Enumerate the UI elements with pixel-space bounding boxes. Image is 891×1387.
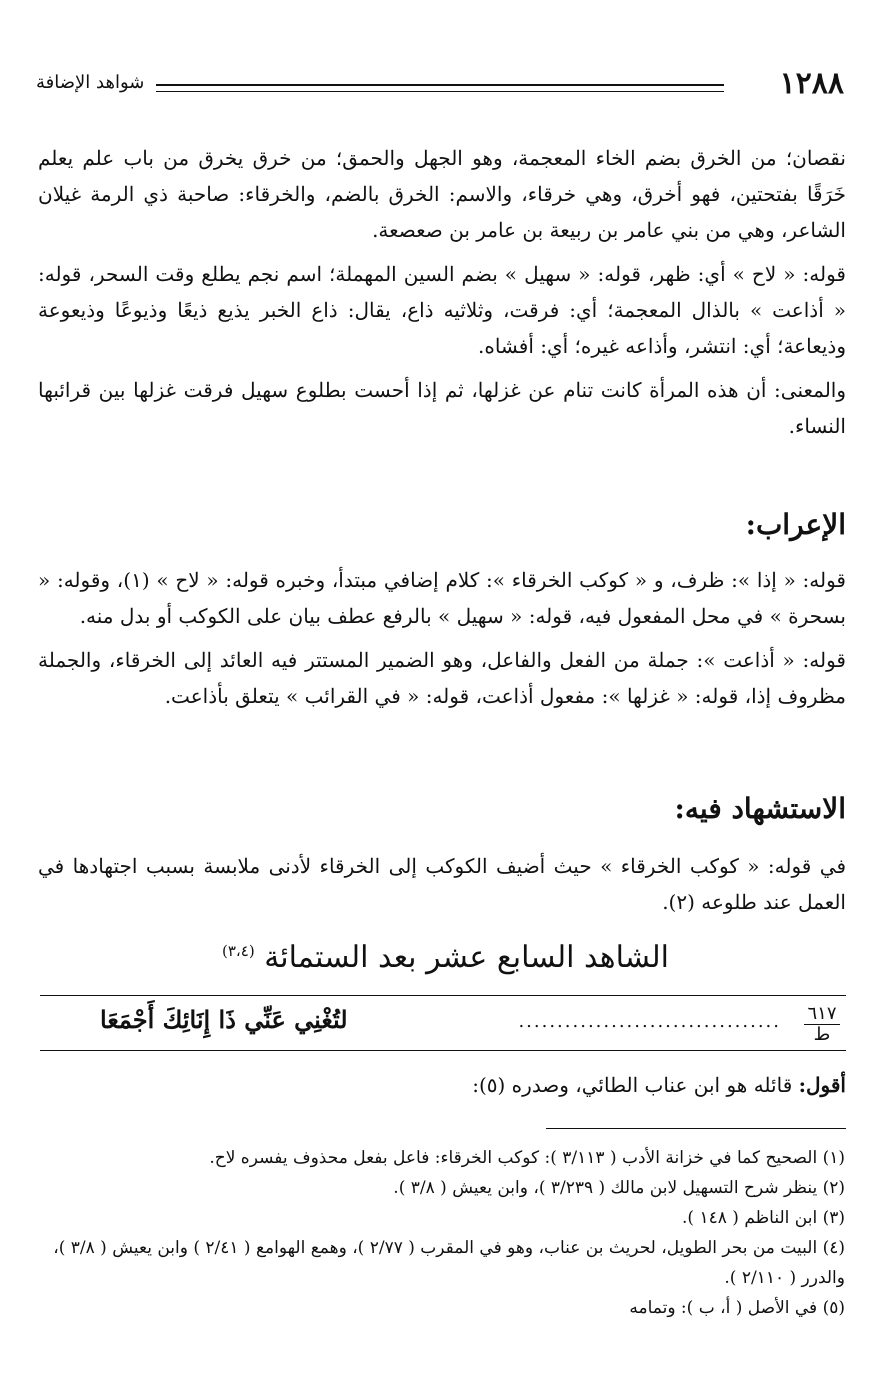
footnote-1: (١) الصحيح كما في خزانة الأدب ( ٣/١١٣ ): كوكب الخرقاء: فاعل بفعل محذوف يفسره لاح. — [209, 1148, 845, 1168]
istishhad-heading: الاستشهاد فيه: — [674, 792, 846, 825]
verse-dots: .................................. — [518, 1011, 781, 1032]
istishhad-block — [38, 848, 846, 920]
paragraph-vocab: قوله: « لاح » أي: ظهر، قوله: « سهيل » بضم السين المهملة؛ اسم نجم يطلع وقت السحر، قوله: « أذاعت » بالذال المعجمة؛ أي: فرقت، وثلاثيه ذاع، يقال: ذاع الخبر يذيع ذيعًا وذيوعًا وذيعوعة وذيعاعة؛ أي: انتشر، وأذاعه غيره؛ أي: أفشاه. — [38, 262, 846, 358]
irab-paragraph-2: قوله: « أذاعت »: جملة من الفعل والفاعل، وهو الضمير المستتر فيه العائد إلى الخرقاء، والجملة مظروف إذا، قوله: « غزلها »: مفعول أذاعت، قوله: « في القرائب » يتعلق بأذاعت. — [38, 648, 846, 708]
irab-block — [38, 562, 846, 714]
verse-line — [40, 1005, 846, 1045]
verse-number-value: ٦١٧ — [807, 1003, 837, 1024]
running-title: شواهد الإضافة — [36, 72, 145, 93]
section-title-note: (٣،٤) — [221, 942, 255, 960]
verse-bottom-rule — [40, 1050, 846, 1051]
verse-number-sub: ط — [813, 1024, 831, 1045]
section-title-text: الشاهد السابع عشر بعد الستمائة — [264, 940, 669, 975]
footnotes — [45, 1143, 845, 1323]
footnote-rule — [546, 1128, 846, 1129]
commentary-block — [38, 140, 846, 444]
aqwal-line — [472, 1073, 846, 1097]
header-rule — [156, 84, 724, 92]
aqwal-text: قائله هو ابن عناب الطائي، وصدره (٥): — [472, 1073, 799, 1097]
istishhad-paragraph: في قوله: « كوكب الخرقاء » حيث أضيف الكوكب إلى الخرقاء لأدنى ملابسة بسبب اجتهادها في العمل عند طلوعه (٢). — [38, 854, 847, 914]
verse-text: لتُغْنِي عَنِّي ذَا إِنَائِكَ أَجْمَعَا — [100, 1005, 348, 1034]
footnote-2: (٢) ينظر شرح التسهيل لابن مالك ( ٣/٢٣٩ )، وابن يعيش ( ٣/٨ ). — [393, 1178, 845, 1198]
section-title — [0, 940, 891, 975]
irab-paragraph-1: قوله: « إذا »: ظرف، و « كوكب الخرقاء »: كلام إضافي مبتدأ، وخبره قوله: « لاح » (١)، وقوله: « بسحرة » في محل المفعول فيه، قوله: « سهيل » بالرفع عطف بيان على الكوكب أو بدل منه. — [38, 568, 846, 628]
page-header — [36, 66, 844, 106]
verse-top-rule — [40, 995, 846, 996]
page-number: ١٢٨٨ — [779, 66, 844, 101]
paragraph-meaning: نقصان؛ من الخرق بضم الخاء المعجمة، وهو الجهل والحمق؛ من خرق يخرق من باب علم يعلم خَرَقًا بفتحتين، فهو أخرق، وهي خرقاء، والاسم: الخرق بالضم، والخرقاء: صاحبة ذي الرمة غيلان الشاعر، وهي من بني عامر بن ربيعة بن عامر بن صعصعة. — [38, 146, 846, 242]
footnote-5: (٥) في الأصل ( أ، ب ): وتمامه — [629, 1298, 845, 1318]
footnote-4: (٤) البيت من بحر الطويل، لحريث بن عناب، وهو في المقرب ( ٢/٧٧ )، وهمع الهوامع ( ٢/٤١ ) وابن يعيش ( ٣/٨ )، والدرر ( ٢/١١٠ ). — [53, 1238, 845, 1288]
aqwal-lead: أقول: — [798, 1073, 846, 1097]
footnote-3: (٣) ابن الناظم ( ١٤٨ ). — [682, 1208, 845, 1228]
paragraph-sense: والمعنى: أن هذه المرأة كانت تنام عن غزلها، ثم إذا أحست بطلوع سهيل فرقت غزلها بين قرائبها النساء. — [38, 378, 846, 438]
irab-heading: الإعراب: — [745, 508, 846, 541]
verse-number — [804, 1005, 840, 1044]
